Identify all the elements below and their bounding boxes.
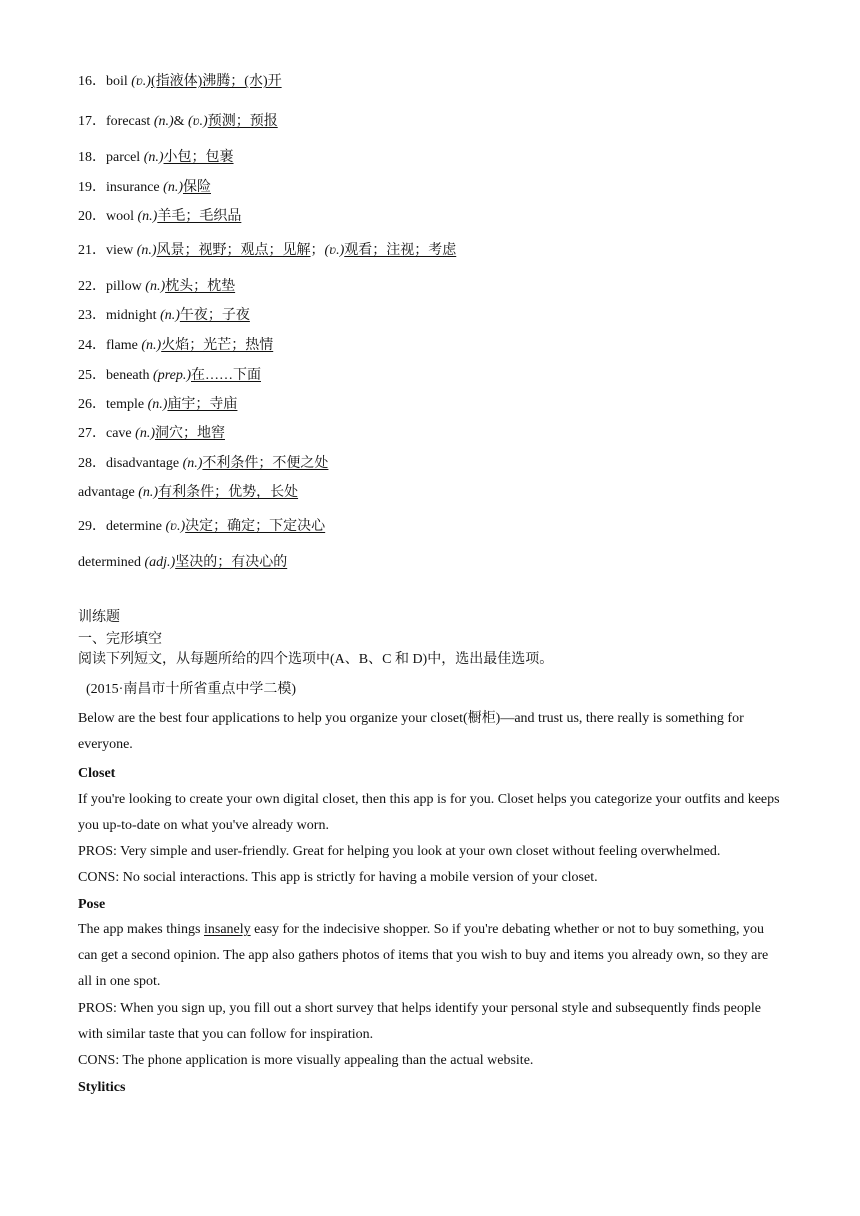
item-meaning: 保险 (182, 180, 211, 195)
item-word: temple (106, 397, 148, 412)
underlined-word: insanely (203, 922, 251, 937)
item-meaning: 庙宇；寺庙 (167, 397, 238, 412)
vocab-item-19 (78, 179, 211, 197)
item-word: boil (106, 74, 132, 89)
item-pos: (n.) (138, 485, 159, 500)
vocab-item-17 (78, 113, 278, 131)
item-pos: (ʋ.) (188, 114, 208, 129)
item-meaning: 预测；预报 (207, 114, 278, 129)
item-pos: (prep.) (153, 368, 191, 383)
vocab-item-23 (78, 307, 250, 325)
item-connector: & (173, 114, 189, 129)
source-note: (2015·南昌市十所省重点中学二模) (86, 682, 296, 697)
item-meaning: 观看；注视；考虑 (344, 243, 457, 258)
item-meaning: 羊毛；毛织品 (157, 209, 242, 224)
closet-pros: PROS: Very simple and user-friendly. Great for helping you look at your own closet without feeling overwhelmed. (78, 844, 721, 859)
item-word: determine (106, 519, 166, 534)
item-meaning: (指液体)沸腾；(水)开 (150, 74, 282, 89)
pose-cons: CONS: The phone application is more visually appealing than the actual website. (78, 1053, 534, 1068)
vocab-item-22 (78, 278, 235, 296)
item-meaning: 午夜；子夜 (179, 308, 250, 323)
vocab-item-29-determined (78, 554, 287, 572)
item-pos: (ʋ.) (165, 519, 186, 534)
item-pos: (n.) (153, 114, 174, 129)
vocab-item-20 (78, 208, 241, 226)
instruction: 阅读下列短文，从每题所给的四个选项中(A、B、C 和 D)中，选出最佳选项。 (78, 652, 554, 667)
item-word: insurance (106, 180, 164, 195)
item-number: 21． (78, 243, 106, 258)
item-number: 23． (78, 308, 106, 323)
item-number: 26． (78, 397, 106, 412)
item-pos: (n.) (147, 397, 168, 412)
item-word: advantage (78, 485, 139, 500)
pose-heading: Pose (78, 897, 106, 912)
item-pos: (n.) (163, 180, 183, 195)
vocab-item-26 (78, 396, 237, 414)
closet-body: If you're looking to create your own digital closet, then this app is for you. Closet helps you categorize your outfits and keeps you up-to-date on what you've already worn. (78, 792, 780, 833)
item-pos: (n.) (145, 279, 166, 294)
item-pos: (n.) (160, 308, 180, 323)
item-pos: (n.) (135, 426, 155, 441)
closet-cons: CONS: No social interactions. This app is strictly for having a mobile version of your closet. (78, 870, 598, 885)
item-word: parcel (106, 150, 144, 165)
item-number: 28． (78, 456, 106, 471)
item-number: 24． (78, 338, 106, 353)
pose-body (78, 917, 783, 995)
vocab-item-18 (78, 149, 234, 167)
item-word: flame (106, 338, 142, 353)
stylitics-heading: Stylitics (78, 1080, 126, 1095)
vocab-item-29 (78, 518, 325, 536)
vocab-item-21 (78, 242, 456, 260)
item-pos: (adj.) (144, 555, 176, 570)
item-number: 19． (78, 180, 106, 195)
vocab-item-27 (78, 425, 225, 443)
item-pos: (n.) (143, 150, 164, 165)
item-pos: (ʋ.) (131, 74, 151, 89)
pose-body-text: The app makes things (78, 922, 204, 937)
item-meaning: 不利条件；不便之处 (202, 456, 329, 471)
section-title: 训练题 (78, 610, 120, 625)
vocab-item-16 (78, 73, 282, 91)
item-pos: (n.) (182, 456, 203, 471)
intro-paragraph: Below are the best four applications to help you organize your closet(橱柜)—and trust us, there really is something for everyone. (78, 711, 744, 752)
closet-heading: Closet (78, 766, 116, 781)
item-word: view (106, 243, 137, 258)
item-word: cave (106, 426, 136, 441)
item-meaning: 火焰；光芒；热情 (161, 338, 274, 353)
item-meaning: 坚决的；有决心的 (175, 555, 288, 570)
vocab-item-24 (78, 337, 273, 355)
item-word: disadvantage (106, 456, 183, 471)
item-meaning: 风景；视野；观点；见解 (156, 243, 311, 258)
vocab-item-28-advantage (78, 484, 298, 502)
vocab-item-28 (78, 455, 328, 473)
item-pos: (n.) (136, 243, 157, 258)
item-number: 25． (78, 368, 106, 383)
pose-pros: PROS: When you sign up, you fill out a short survey that helps identify your personal style and subsequently finds people with similar taste that you can follow for inspiration. (78, 1001, 761, 1042)
item-word: determined (78, 555, 145, 570)
item-word: forecast (106, 114, 154, 129)
pose-body-text: easy for the indecisive shopper. So if you're debating whether or not to buy something, you can get a second opinion. The app also gathers photos of items that you wish to buy and items you already own, so they are all in one spot. (78, 922, 769, 989)
item-number: 22． (78, 279, 106, 294)
item-number: 29． (78, 519, 106, 534)
item-number: 18． (78, 150, 106, 165)
item-meaning: 决定；确定；下定决心 (185, 519, 326, 534)
item-number: 27． (78, 426, 106, 441)
item-meaning: 有利条件；优势，长处 (158, 485, 299, 500)
item-word: wool (106, 209, 138, 224)
item-meaning: 洞穴；地窖 (154, 426, 225, 441)
part-title: 一、完形填空 (78, 632, 162, 647)
item-pos: (ʋ.) (324, 243, 345, 258)
item-separator: ； (310, 243, 325, 258)
item-meaning: 在……下面 (191, 368, 261, 383)
item-number: 16． (78, 74, 106, 89)
item-meaning: 枕头；枕垫 (165, 279, 236, 294)
item-word: pillow (106, 279, 146, 294)
vocab-item-25 (78, 367, 261, 385)
item-word: beneath (106, 368, 154, 383)
item-pos: (n.) (141, 338, 162, 353)
item-number: 20． (78, 209, 106, 224)
item-pos: (n.) (137, 209, 158, 224)
item-meaning: 小包；包裹 (163, 150, 234, 165)
item-word: midnight (106, 308, 161, 323)
item-number: 17． (78, 114, 106, 129)
